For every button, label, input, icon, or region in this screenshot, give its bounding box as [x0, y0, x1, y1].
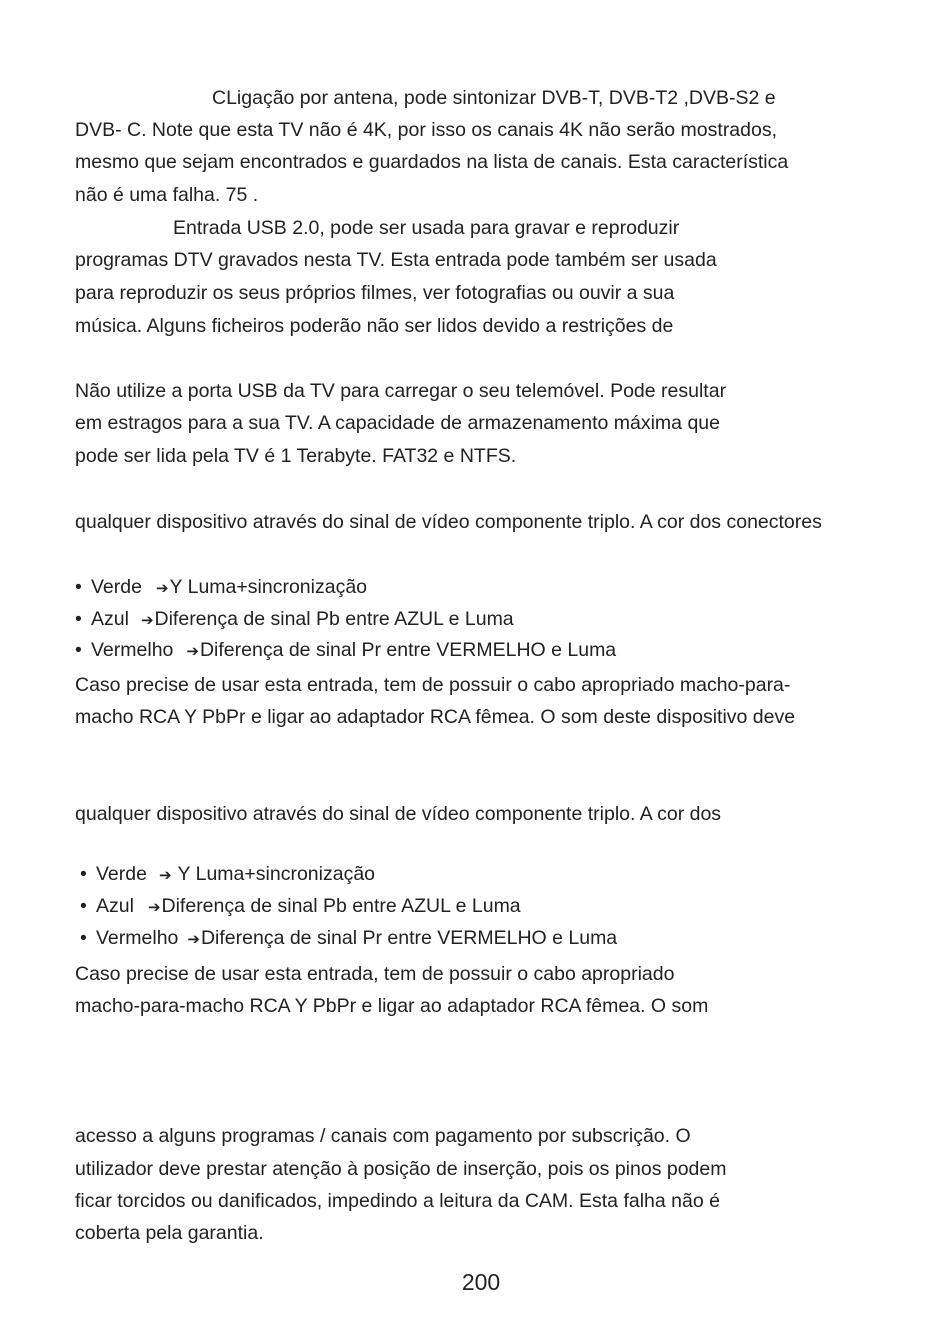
- bullet-label: Vermelho: [96, 927, 179, 949]
- bullet-item-azul-2: [80, 894, 521, 920]
- component2-text-line-2: macho-para-macho RCA Y PbPr e ligar ao adaptador RCA fêmea. O som: [75, 995, 709, 1017]
- component-text-line-2: macho RCA Y PbPr e ligar ao adaptador RCA fêmea. O som deste dispositivo deve: [75, 706, 796, 728]
- bullet-text: Y Luma+sincronização: [169, 576, 368, 598]
- bullet-text: Diferença de sinal Pb entre AZUL e Luma: [154, 608, 514, 630]
- component2-intro: qualquer dispositivo através do sinal de vídeo componente triplo. A cor dos: [75, 803, 722, 825]
- arrow-right-icon: ➔: [158, 867, 172, 884]
- cam-text-line-4: coberta pela garantia.: [75, 1222, 264, 1244]
- antenna-text-line-2: DVB- C. Note que esta TV não é 4K, por isso os canais 4K não serão mostrados,: [75, 119, 778, 141]
- bullet-label: Verde: [96, 863, 147, 885]
- component2-text-line-1: Caso precise de usar esta entrada, tem de possuir o cabo apropriado: [75, 963, 675, 985]
- usb-warning-line-2: em estragos para a sua TV. A capacidade de armazenamento máxima que: [75, 412, 720, 434]
- bullet-dot: •: [75, 576, 82, 598]
- bullet-item-vermelho-2: [80, 926, 617, 952]
- bullet-label: Vermelho: [91, 639, 174, 661]
- bullet-item-azul: [75, 607, 514, 633]
- bullet-label: Verde: [91, 576, 142, 598]
- bullet-text: Diferença de sinal Pr entre VERMELHO e Luma: [200, 927, 618, 949]
- bullet-dot: •: [80, 927, 87, 949]
- arrow-right-icon: ➔: [187, 931, 200, 948]
- bullet-text: Diferença de sinal Pr entre VERMELHO e Luma: [199, 639, 617, 661]
- cam-text-line-1: acesso a alguns programas / canais com pagamento por subscrição. O: [75, 1125, 691, 1147]
- bullet-item-verde-2: [80, 862, 375, 888]
- bullet-item-vermelho: [75, 638, 616, 664]
- cam-text-line-3: ficar torcidos ou danificados, impedindo a leitura da CAM. Esta falha não é: [75, 1190, 720, 1212]
- component-intro: qualquer dispositivo através do sinal de vídeo componente triplo. A cor dos conectores: [75, 511, 822, 533]
- usb-warning-line-3: pode ser lida pela TV é 1 Terabyte. FAT32 e NTFS.: [75, 445, 517, 467]
- bullet-dot: •: [80, 863, 87, 885]
- arrow-right-icon: ➔: [155, 580, 169, 597]
- usb-text-line-3: para reproduzir os seus próprios filmes, ver fotografias ou ouvir a sua: [75, 282, 675, 304]
- component-text-line-1: Caso precise de usar esta entrada, tem de possuir o cabo apropriado macho-para-: [75, 674, 791, 696]
- usb-text-line-2: programas DTV gravados nesta TV. Esta entrada pode também ser usada: [75, 249, 717, 271]
- bullet-label: Azul: [96, 895, 134, 917]
- bullet-text: Diferença de sinal Pb entre AZUL e Luma: [161, 895, 521, 917]
- bullet-dot: •: [80, 895, 87, 917]
- bullet-dot: •: [75, 639, 82, 661]
- antenna-text-line-1: CLigação por antena, pode sintonizar DVB-T, DVB-T2 ,DVB-S2 e: [212, 87, 776, 109]
- usb-text-line-4: música. Alguns ficheiros poderão não ser lidos devido a restrições de: [75, 315, 674, 337]
- bullet-item-verde: [75, 575, 367, 601]
- page-number: 200: [461, 1269, 501, 1295]
- cam-text-line-2: utilizador deve prestar atenção à posição de inserção, pois os pinos podem: [75, 1158, 727, 1180]
- bullet-label: Azul: [91, 608, 129, 630]
- antenna-text-line-3: mesmo que sejam encontrados e guardados na lista de canais. Esta característica: [75, 151, 789, 173]
- arrow-right-icon: ➔: [140, 612, 154, 629]
- bullet-dot: •: [75, 608, 82, 630]
- bullet-text: Y Luma+sincronização: [177, 863, 376, 885]
- arrow-right-icon: ➔: [147, 899, 161, 916]
- antenna-text-line-4: não é uma falha. 75 .: [75, 184, 259, 206]
- usb-text-line-1: Entrada USB 2.0, pode ser usada para gravar e reproduzir: [173, 217, 680, 239]
- usb-warning-line-1: Não utilize a porta USB da TV para carregar o seu telemóvel. Pode resultar: [75, 380, 727, 402]
- arrow-right-icon: ➔: [186, 643, 199, 660]
